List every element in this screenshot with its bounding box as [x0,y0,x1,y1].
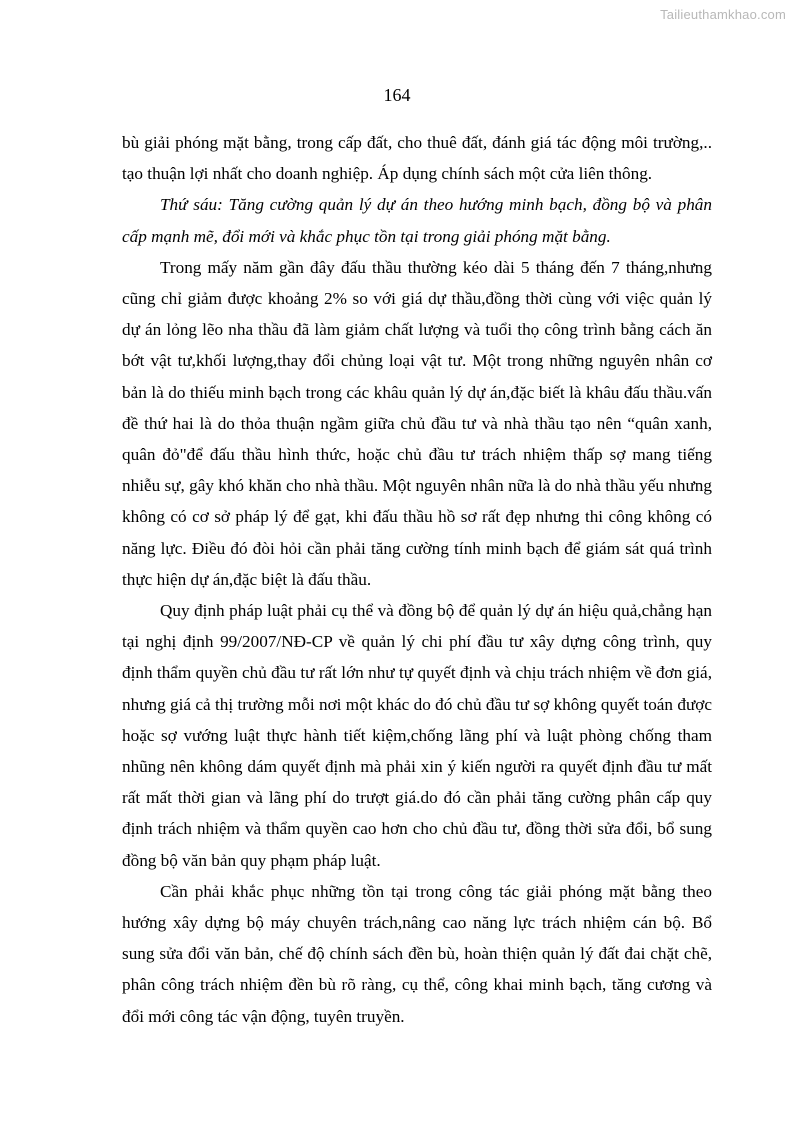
paragraph-site-clearance: Cần phải khắc phục những tồn tại trong công tác giải phóng mặt bằng theo hướng xây dựng bộ máy chuyên trách,nâng cao năng lực trách nhiệm cán bộ. Bổ sung sửa đổi văn bản, chế độ chính sách đền bù, hoàn thiện quản lý đất đai chặt chẽ, phân công trách nhiệm đền bù rõ ràng, cụ thể, công khai minh bạch, tăng cương và đổi mới công tác vận động, tuyên truyền. [122,881,712,1026]
page-number: 164 [383,85,411,105]
watermark-text: Tailieuthamkhao.com [660,7,786,22]
paragraph-legal-regulation: Quy định pháp luật phải cụ thể và đồng bộ để quản lý dự án hiệu quả,chẳng hạn tại nghị định 99/2007/NĐ-CP về quản lý chi phí đầu tư xây dựng công trình, quy định thẩm quyền chủ đầu tư rất lớn như tự quyết định và chịu trách nhiệm về đơn giá, nhưng giá cả thị trường mỗi nơi một khác do đó chủ đầu tư sợ không quyết toán được hoặc sợ vướng luật thực hành tiết kiệm,chống lãng phí và luật phòng chống tham nhũng nên không dám quyết định mà phải xin ý kiến người ra quyết định đầu tư mất rất mất thời gian và lãng phí do trượt giá.do đó cần phải tăng cường phân cấp quy định trách nhiệm và thẩm quyền cao hơn cho chủ đầu tư, đồng thời sửa đổi, bổ sung đồng bộ văn bản quy phạm pháp luật. [122,601,712,870]
paragraph-section-heading: Thứ sáu: Tăng cường quản lý dự án theo hướng minh bạch, đồng bộ và phân cấp mạnh mẽ, đổi mới và khắc phục tồn tại trong giải phóng mặt bằng. [122,195,712,246]
paragraph-bidding: Trong mấy năm gần đây đấu thầu thường kéo dài 5 tháng đến 7 tháng,nhưng cũng chỉ giảm được khoảng 2% so với giá dự thầu,đồng thời cùng với việc quản lý dự án lỏng lẽo nha thầu đã làm giảm chất lượng và tuổi thọ công trình bằng cách ăn bớt vật tư,khối lượng,thay đổi chủng loại vật tư. Một trong những nguyên nhân cơ bản là do thiếu minh bạch trong các khâu quản lý dự án,đặc biết là khâu đấu thầu.vấn đề thứ hai là do thỏa thuận ngầm giữa chủ đầu tư và nhà thầu tạo nên “quân xanh, quân đỏ"để đấu thầu hình thức, hoặc chủ đầu tư trách nhiệm thấp sợ mang tiếng nhiễu sự, gây khó khăn cho nhà thầu. Một nguyên nhân nữa là do nhà thầu yếu nhưng không có cơ sở pháp lý để gạt, khi đấu thầu hồ sơ rất đẹp nhưng thi công không có năng lực. Điều đó đòi hỏi cần phải tăng cường tính minh bạch để giám sát quá trình thực hiện dự án,đặc biệt là đấu thầu. [122,257,712,589]
document-body [122,127,712,1032]
paragraph-continuation: bù giải phóng mặt bằng, trong cấp đất, cho thuê đất, đánh giá tác động môi trường,.. tạo thuận lợi nhất cho doanh nghiệp. Áp dụng chính sách một cửa liên thông. [122,133,712,184]
